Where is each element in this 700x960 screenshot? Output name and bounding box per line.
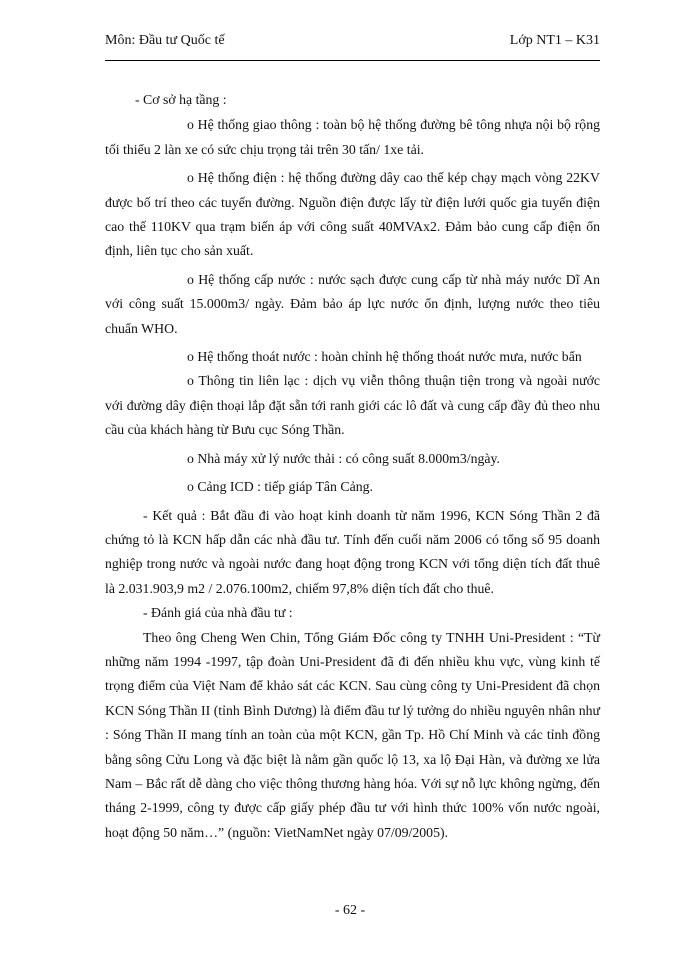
list-item: o Hệ thống điện : hệ thống đường dây cao thế kép chạy mạch vòng 22KV được bố trí theo các tuyến đường. Nguồn điện được lấy từ điện lưới quốc gia tuyến điện cao thế 110KV qua trạm biến áp với công suất 40MVAx2. Đảm bảo cung cấp điện ổn định, liên tục cho sản xuất. (105, 170, 600, 259)
investor-quote: Theo ông Cheng Wen Chin, Tổng Giám Đốc công ty TNHH Uni-President : “Từ những năm 1994 -1997, tập đoàn Uni-President đã đi đến nhiều khu vực, vùng kinh tế trọng điểm của Việt Nam để khảo sát các KCN. Sau cùng công ty Uni-President đã chọn KCN Sóng Thần II (tỉnh Bình Dương) là điểm đầu tư lý tưởng do nhiều nguyên nhân như : Sóng Thần II mang tính an toàn của một KCN, gần Tp. Hồ Chí Minh và các tỉnh đồng bằng sông Cửu Long và đặc biệt là nằm gần quốc lộ 13, xa lộ Đại Hàn, và đường xe lửa Nam – Bắc rất dễ dàng cho việc thông thương hàng hóa. Với sự nỗ lực không ngừng, đến tháng 2-1999, công ty được cấp giấy phép đầu tư với hình thức 100% vốn nước ngoài, hoạt động 50 năm…” (nguồn: VietNamNet ngày 07/09/2005). (105, 629, 600, 840)
list-item: o Hệ thống thoát nước : hoàn chỉnh hệ thống thoát nước mưa, nước bẩn (187, 349, 582, 365)
list-item: o Nhà máy xử lý nước thải : có công suất 8.000m3/ngày. (187, 450, 500, 466)
course-title: Môn: Đầu tư Quốc tế (105, 33, 225, 48)
list-item: o Cảng ICD : tiếp giáp Tân Cảng. (187, 479, 373, 495)
list-item: o Hệ thống giao thông : toàn bộ hệ thống đường bê tông nhựa nội bộ rộng tối thiểu 2 làn xe có sức chịu trọng tải trên 30 tấn/ 1xe tải. (105, 117, 600, 157)
page-header (105, 33, 600, 49)
page-body (105, 88, 600, 845)
list-item: o Hệ thống cấp nước : nước sạch được cung cấp từ nhà máy nước Dĩ An với công suất 15.000m3/ ngày. Đảm bảo áp lực nước ổn định, lượng nước theo tiêu chuẩn WHO. (105, 271, 600, 336)
list-item: o Thông tin liên lạc : dịch vụ viễn thông thuận tiện trong và ngoài nước với đường dây điện thoại lắp đặt sẵn tới ranh giới các lô đất và cung cấp đầy đủ theo nhu cầu của khách hàng từ Bưu cục Sóng Thần. (105, 373, 600, 438)
page-number: - 62 - (334, 903, 366, 918)
infrastructure-heading: - Cơ sở hạ tầng : (135, 92, 227, 107)
header-divider (105, 60, 600, 61)
class-label: Lớp NT1 – K31 (509, 33, 600, 48)
result-paragraph: - Kết quả : Bắt đầu đi vào hoạt kinh doanh từ năm 1996, KCN Sóng Thần 2 đã chứng tỏ là KCN hấp dẫn các nhà đầu tư. Tính đến cuối năm 2006 có tổng số 95 doanh nghiệp trong nước và ngoài nước đang hoạt động trong KCN với tổng diện tích đất thuê là 2.031.903,9 m2 / 2.076.100m2, chiếm 97,8% diện tích đất cho thuê. (105, 507, 600, 596)
evaluation-heading: - Đánh giá của nhà đầu tư : (143, 605, 293, 621)
